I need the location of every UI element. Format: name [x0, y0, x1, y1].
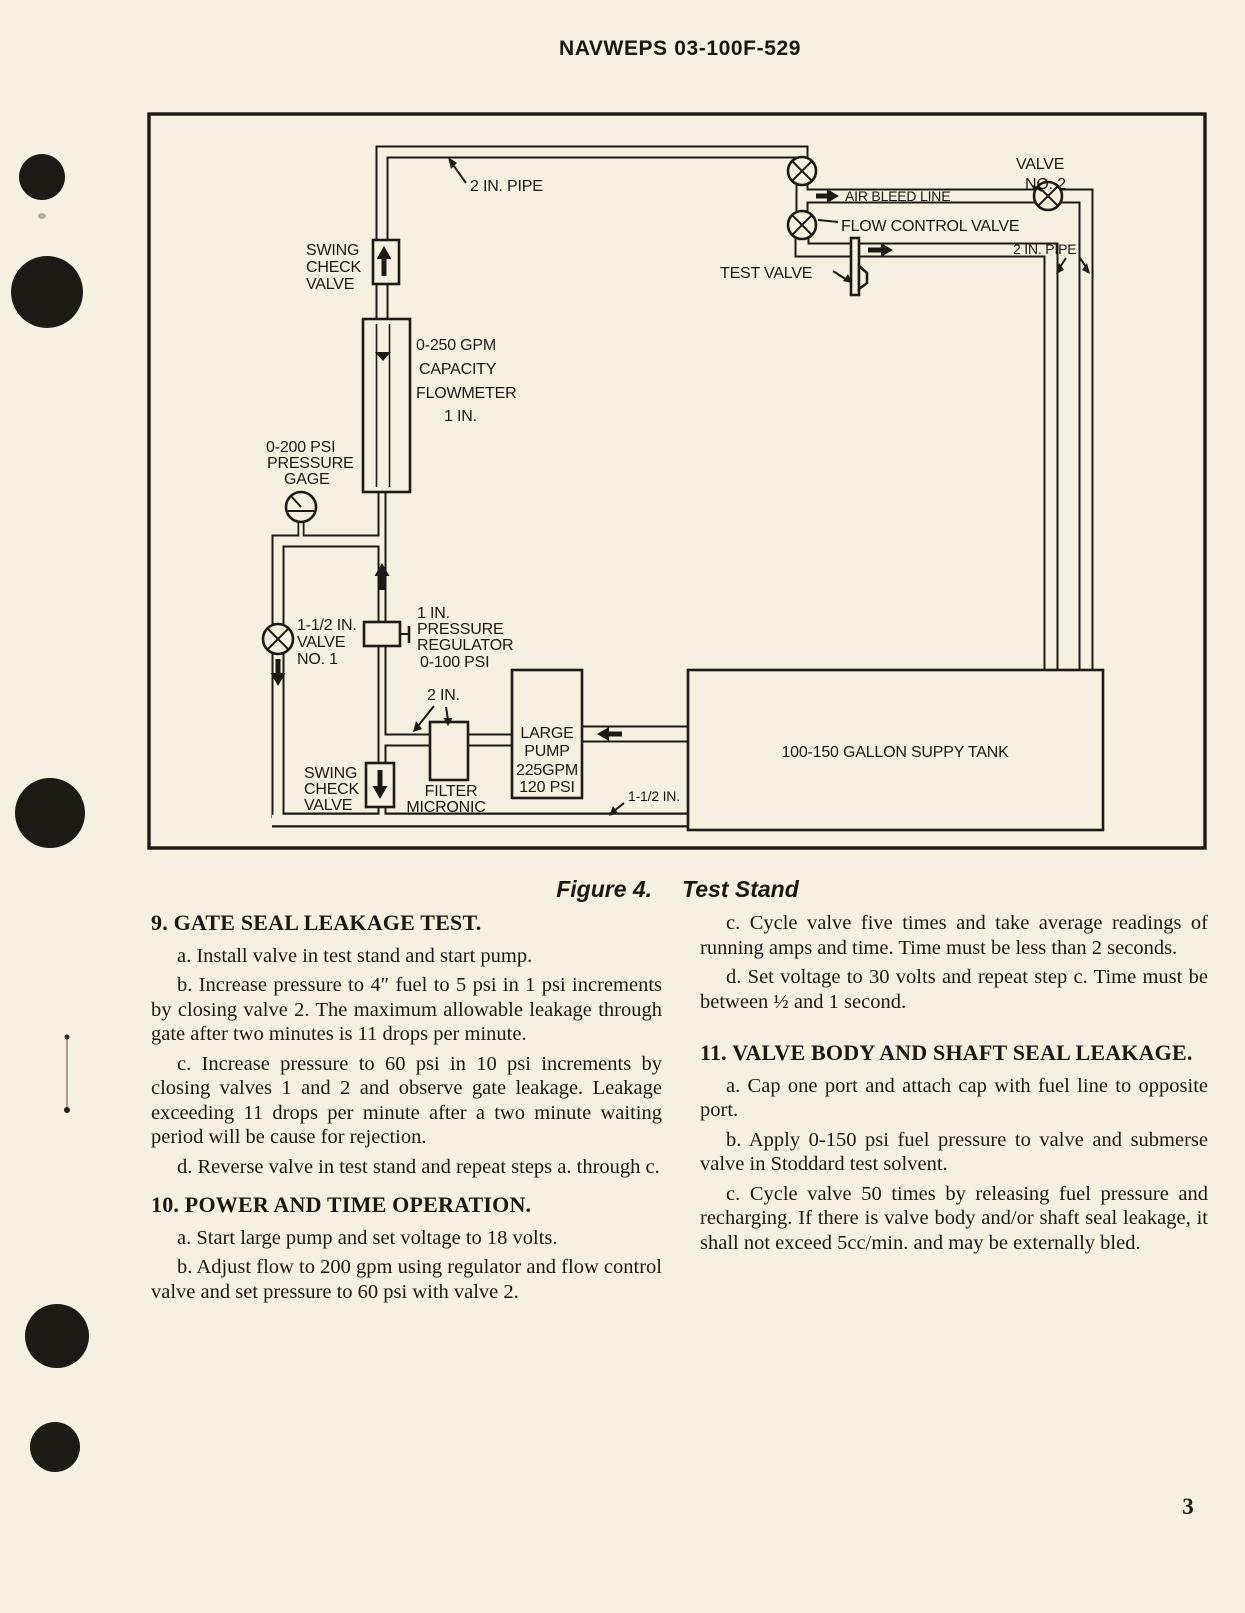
page-header: NAVWEPS 03-100F-529 — [558, 37, 802, 60]
label-filter-2: MICRONIC — [406, 799, 486, 816]
label-filter-1: FILTER — [424, 783, 478, 800]
paragraph-11a: a. Cap one port and attach cap with fuel line to opposite port. — [700, 1074, 1208, 1121]
label-regulator-2: PRESSURE — [417, 621, 504, 638]
filter-box — [430, 722, 468, 780]
scan-speck — [38, 213, 46, 219]
paragraph-11c: c. Cycle valve 50 times by releasing fuel pressure and recharging. If there is valve body and/or shaft seal leakage, it shall not exceed 5cc/min. and may be externally bled. — [700, 1182, 1208, 1254]
label-scv-bottom-1: SWING — [304, 765, 358, 782]
paragraph-9b: b. Increase pressure to 4″ fuel to 5 psi in 1 psi increments by closing valve 2. The maximum allowable leakage through gate after two minutes is 11 drops per minute. — [151, 974, 662, 1045]
label-flowmeter-4: 1 IN. — [444, 408, 477, 425]
label-regulator-1: 1 IN. — [417, 605, 450, 622]
label-flow-control-valve: FLOW CONTROL VALVE — [841, 218, 1020, 235]
label-valve-no2-1: VALVE — [1016, 156, 1065, 173]
pen-mark-dot — [64, 1107, 70, 1113]
binding-hole — [11, 256, 83, 328]
pressure-regulator-box — [364, 622, 400, 646]
label-regulator-4: 0-100 PSI — [420, 654, 490, 671]
label-pipe-2in-right: 2 IN. PIPE — [1013, 241, 1077, 257]
label-valve-no1-1: 1-1/2 IN. — [297, 617, 357, 634]
label-valve-no1-2: VALVE — [297, 634, 346, 651]
label-supply-tank: 100-150 GALLON SUPPY TANK — [781, 744, 1009, 761]
flow-arrow-main-up-head — [375, 563, 390, 576]
label-scv-top-2: CHECK — [306, 259, 362, 276]
label-pipe-2in-filter: 2 IN. — [427, 687, 460, 704]
label-pump-3: 225GPM — [516, 762, 578, 779]
paragraph-10c: c. Cycle valve five times and take average readings of running amps and time. Time must be less than 2 seconds. — [700, 912, 1208, 959]
binding-holes — [11, 154, 89, 1472]
binding-hole — [19, 154, 65, 200]
figure-title: Test Stand — [682, 876, 799, 902]
valve-no1-symbol — [263, 624, 293, 654]
label-flowmeter-1: 0-250 GPM — [416, 337, 497, 354]
label-test-valve: TEST VALVE — [720, 265, 813, 282]
label-pump-2: PUMP — [524, 743, 570, 760]
figure-caption — [150, 876, 1205, 903]
paragraph-10d: d. Set voltage to 30 volts and repeat step c. Time must be between ½ and 1 second. — [700, 966, 1208, 1013]
label-pipe-1half-bottom: 1-1/2 IN. — [628, 788, 680, 804]
pen-mark-dot — [65, 1035, 70, 1040]
label-pipe-2in-top: 2 IN. PIPE — [470, 178, 543, 195]
label-flowmeter-2: CAPACITY — [419, 361, 497, 378]
paragraph-10a: a. Start large pump and set voltage to 18 volts. — [177, 1226, 558, 1249]
label-scv-top-3: VALVE — [306, 276, 355, 293]
label-valve-no1-3: NO. 1 — [297, 651, 338, 668]
paragraph-9a: a. Install valve in test stand and start pump. — [177, 944, 533, 967]
paragraph-10b: b. Adjust flow to 200 gpm using regulator and flow control valve and set pressure to 60 psi with valve 2. — [151, 1256, 662, 1303]
binding-hole — [25, 1304, 89, 1368]
test-valve-wedge — [859, 266, 867, 289]
page-number: 3 — [1182, 1494, 1194, 1519]
label-air-bleed-line: AIR BLEED LINE — [845, 188, 951, 204]
paragraph-11b: b. Apply 0-150 psi fuel pressure to valve and submerse valve in Stoddard test solvent. — [700, 1128, 1208, 1175]
label-scv-top-1: SWING — [306, 242, 360, 259]
label-scv-bottom-2: CHECK — [304, 781, 360, 798]
label-pump-4: 120 PSI — [519, 779, 575, 796]
label-pump-1: LARGE — [520, 725, 574, 742]
paragraph-9c: c. Increase pressure to 60 psi in 10 psi increments by closing valves 1 and 2 and observe gate leakage. Leakage exceeding 11 drops per minute after a two minute waiting period will be cause for rejection. — [151, 1052, 662, 1148]
label-gage-1: 0-200 PSI — [266, 439, 336, 456]
section-9-heading: 9. GATE SEAL LEAKAGE TEST. — [151, 910, 482, 935]
label-gage-2: PRESSURE — [267, 455, 354, 472]
left-column — [151, 911, 662, 1309]
label-valve-no2-2: NO. 2 — [1025, 176, 1066, 193]
label-flowmeter-3: FLOWMETER — [416, 385, 517, 402]
right-column — [700, 911, 1208, 1260]
binding-hole — [15, 778, 85, 848]
figure-number: Figure 4. — [556, 876, 653, 902]
label-gage-3: GAGE — [284, 471, 330, 488]
section-11-heading: 11. VALVE BODY AND SHAFT SEAL LEAKAGE. — [700, 1040, 1193, 1065]
label-regulator-3: REGULATOR — [417, 637, 514, 654]
label-scv-bottom-3: VALVE — [304, 797, 353, 814]
valve-symbol-top-elbow — [788, 157, 816, 185]
binding-hole — [30, 1422, 80, 1472]
section-10-heading: 10. POWER AND TIME OPERATION. — [151, 1192, 532, 1217]
flowmeter-body — [363, 319, 410, 492]
paragraph-9d: d. Reverse valve in test stand and repeat steps a. through c. — [177, 1155, 660, 1178]
flow-control-valve-symbol — [788, 211, 816, 239]
